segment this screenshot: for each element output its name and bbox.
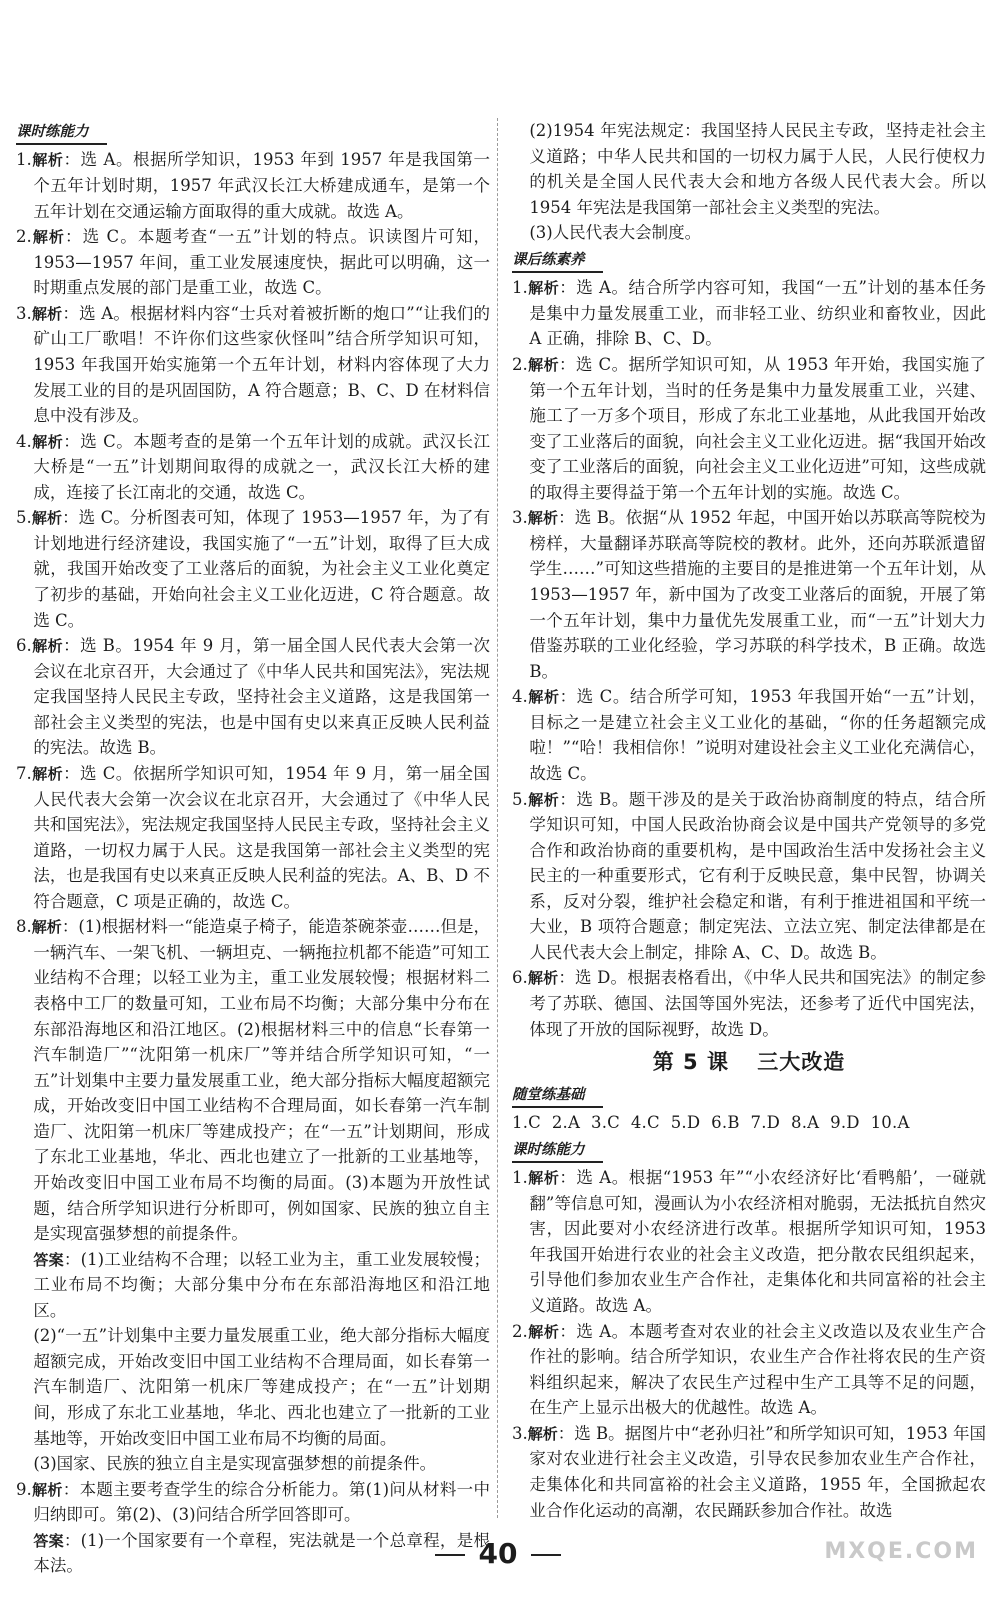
item-text: ：选 B。1954 年 9 月，第一届全国人民代表大会第一次会议在北京召开，大会通过了《中华人民共和国宪法》，宪法规定我国坚持人民民主专政，坚持社会主义道路，这是我国第一部社会主义类型的宪法，也是中国有史以来真正反映人民利益的宪法。故选 B。 [33,636,490,758]
item-tag: 解析 [31,637,64,656]
item-number: 7. [16,763,32,783]
answer-item [16,147,490,224]
answer-item [512,1165,986,1318]
section-title-in-class: 随堂练基础 [512,1084,603,1108]
item-number: 9. [16,1479,32,1499]
item-tag: 解析 [31,509,63,528]
item-tag: 解析 [527,790,560,809]
section-title-after-class: 课后练素养 [512,249,603,273]
answer-item [16,1247,490,1324]
item-number: 3. [512,1423,528,1443]
item-tag: 答案 [33,1531,64,1550]
item-number: 4. [512,687,528,707]
item-text: ：选 B。题干涉及的是关于政治协商制度的特点，结合所学知识可知，中国人民政治协商会议是中国共产党领导的多党合作和政治协商的重要机构，是中国政治生活中发扬社会主义民主的一种重要形式，它有利于反映民意，集中民智，协调关系，反对分裂，维护社会稳定和谐，有利于推进祖国和平统一大业，B 项符合题意；制定宪法、立法立宪、制定法律都是在人民代表大会上制定，排除 A、C、D。故选 B。 [529,789,986,962]
answer-item [16,914,490,1246]
item-text: ：选 C。分析图表可知，体现了 1953—1957 年，为了有计划地进行经济建设，我国实施了“一五”计划，取得了巨大成就，我国开始改变了工业落后的面貌，为社会主义工业化奠定了初步的基础，开始向社会主义工业化迈进，C 符合题意。故选 C。 [33,508,490,630]
item-number: 6. [512,968,528,988]
item-tag: 解析 [31,228,66,247]
section-title-ability: 课时练能力 [512,1139,603,1163]
item-text: ：选 B。据图片中“老孙归社”和所学知识可知，1953 年国家对农业进行社会主义改造，引导农民参加农业生产合作社，走集体化和共同富裕的社会主义道路，1955 年，全国掀起农业合作化运动的高潮，农民踊跃参加合作社。故选 [529,1423,986,1520]
right-items-after-class [512,275,986,1042]
answer-item [16,1323,490,1451]
item-number: 3. [512,508,528,528]
right-top-items [512,118,986,246]
page-number: 40 [478,1537,518,1570]
item-text: (2)1954 年宪法规定：我国坚持人民民主专政，坚持走社会主义道路；中华人民共和国的一切权力属于人民，人民行使权力的机关是全国人民代表大会和地方各级人民代表大会。所以 1954 年宪法是我国第一部社会主义类型的宪法。 [529,121,986,217]
item-text: ：本题主要考查学生的综合分析能力。第(1)问从材料一中归纳即可。第(2)、(3)问结合所学回答即可。 [33,1479,490,1525]
item-number: 1. [16,150,32,170]
quick-answers: 1.C 2.A 3.C 4.C 5.D 6.B 7.D 8.A 9.D 10.A [512,1113,910,1133]
answer-item [512,352,986,505]
item-text: ：选 A。根据“1953 年”“小农经济好比‘看鸭船’，一碰就翻”等信息可知，漫画认为小农经济相对脆弱，无法抵抗自然灾害，因此要对小农经济进行改革。根据所学知识可知，1953 年我国开始进行农业的社会主义改造，把分散农民组织起来，引导他们参加农业生产合作社，走集体化和共同富裕的社会主义道路。故选 A。 [529,1168,986,1316]
lesson-name: 三大改造 [757,1050,846,1075]
item-tag: 解析 [31,432,64,451]
answer-item [16,633,490,761]
answer-item [16,224,490,301]
item-number: 4. [16,431,32,451]
right-column [512,118,986,1523]
right-items-ability [512,1165,986,1523]
watermark-logo: MXQE.COM [824,1539,978,1564]
answer-item [16,761,490,914]
item-text: ：选 A。结合所学内容可知，我国“一五”计划的基本任务是集中力量发展重工业，而非轻工业、纺织业和畜牧业，因此 A 正确，排除 B、C、D。 [529,278,986,349]
section-title-left: 课时练能力 [16,121,107,145]
item-tag: 解析 [31,918,62,937]
item-tag: 解析 [527,969,559,988]
item-text: ：选 A。本题考查对农业的社会主义改造以及农业生产合作社的影响。结合所学知识，农业生产合作社将农民的生产资料组织起来，解决了农民生产过程中生产工具等不足的问题，在生产上显示出极大的优越性。故选 A。 [529,1321,986,1418]
item-tag: 解析 [31,764,64,783]
item-number: 2. [512,354,528,374]
item-text: (2)“一五”计划集中主要力量发展重工业，绝大部分指标大幅度超额完成，开始改变旧中国工业结构不合理局面，如长春第一汽车制造厂、沈阳第一机床厂等建成投产；在“一五”计划期间，形成了东北工业基地，华北、西北也建立了一批新的工业基地等，开始改变旧中国工业布局不均衡的局面。 [33,1326,490,1448]
item-text: ：(1)根据材料一“能造桌子椅子，能造茶碗茶壶……但是，一辆汽车、一架飞机、一辆坦克、一辆拖拉机都不能造”可知工业结构不合理；以轻工业为主，重工业发展较慢；根据材料二表格中工厂的数量可知，工业布局不均衡；大部分集中分布在东部沿海地区和沿江地区。(2)根据材料三中的信息“长春第一汽车制造厂”“沈阳第一机床厂”等并结合所学知识可知，“一五”计划集中主要力量发展重工业，绝大部分指标大幅度超额完成，开始改变旧中国工业结构不合理局面，如长春第一汽车制造厂、沈阳第一机床厂等建成投产；在“一五”计划期间，形成了东北工业基地，华北、西北也建立了一批新的工业基地等，开始改变旧中国工业布局不均衡的局面。(3)本题为开放性试题，结合所学知识进行分析即可，例如国家、民族的独立自主是实现富强梦想的前提条件。 [33,917,490,1244]
answer-item [16,1451,490,1477]
item-number: 3. [16,303,32,323]
item-text: (3)国家、民族的独立自主是实现富强梦想的前提条件。 [33,1454,437,1474]
item-text: ：(1)一个国家要有一个章程，宪法就是一个总章程，是根本法。 [33,1530,490,1576]
footer-dash-left [435,1554,465,1556]
item-number: 5. [512,789,528,809]
item-tag: 解析 [527,1322,560,1341]
item-number: 5. [16,508,32,528]
item-number: 1. [512,1168,528,1188]
item-text: ：选 C。结合所学可知，1953 年我国开始“一五”计划，目标之一是建立社会主义工业化的基础，“你的任务超额完成啦！”“哈！我相信你！”说明对建设社会主义工业化充满信心，故选 C。 [529,687,986,783]
item-text: ：选 C。据所学知识可知，从 1953 年开始，我国实施了第一个五年计划，当时的任务是集中力量发展重工业，兴建、施工了一万多个项目，形成了东北工业基地，从此我国开始改变了工业落后的面貌，向社会主义工业化迈进。据“我国开始改变了工业落后的面貌，向社会主义工业化迈进”可知，这些成就的取得主要得益于第一个五年计划的实施。故选 C。 [529,354,986,502]
item-tag: 解析 [31,1480,63,1499]
item-tag: 解析 [31,151,64,170]
item-number: 1. [512,278,528,298]
answer-item [512,118,986,220]
answer-item [512,965,986,1042]
answer-item [512,220,986,246]
item-tag: 解析 [527,509,559,528]
answer-item [16,505,490,633]
answer-item [512,1319,986,1421]
item-text: ：选 D。根据表格看出，《中华人民共和国宪法》的制定参考了苏联、德国、法国等国外宪法，还参考了近代中国宪法，体现了开放的国际视野，故选 D。 [529,968,986,1039]
item-tag: 解析 [527,1424,558,1443]
lesson-title [512,1046,986,1079]
item-tag: 解析 [527,279,560,298]
item-number: 2. [512,1321,528,1341]
answer-item [512,505,986,684]
item-text: ：选 C。本题考查的是第一个五年计划的成就。武汉长江大桥是“一五”计划期间取得的成就之一，武汉长江大桥的建成，连接了长江南北的交通，故选 C。 [33,431,490,502]
item-text: ：选 A。根据所学知识，1953 年到 1957 年是我国第一个五年计划时期，1957 年武汉长江大桥建成通车，是第一个五年计划在交通运输方面取得的重大成就。故选 A。 [33,150,490,221]
answer-item [16,1477,490,1528]
item-tag: 答案 [33,1250,64,1269]
left-items [16,147,490,1579]
answer-item [16,429,490,506]
column-divider [497,118,498,1518]
item-text: (3)人民代表大会制度。 [529,223,702,243]
item-tag: 解析 [527,688,560,707]
answer-item [512,787,986,966]
item-tag: 解析 [527,355,560,374]
footer-dash-right [531,1554,561,1556]
lesson-number: 第 5 课 [652,1050,729,1075]
item-tag: 解析 [31,304,63,323]
item-text: ：选 B。依据“从 1952 年起，中国开始以苏联高等院校为榜样，大量翻译苏联高等院校的教材。此外，还向苏联派遣留学生……”可知这些措施的主要目的是推进第一个五年计划，从 1953—1957 年，新中国为了改变工业落后的面貌，开展了第一个五年计划，集中力量优先发展重工业，而“一五”计划大力借鉴苏联的工业化经验，学习苏联的科学技术，B 正确。故选 B。 [529,508,986,681]
item-text: ：(1)工业结构不合理；以轻工业为主，重工业发展较慢；工业布局不均衡；大部分集中分布在东部沿海地区和沿江地区。 [33,1249,490,1320]
item-number: 6. [16,636,32,656]
item-number: 2. [16,227,32,247]
item-text: ：选 C。依据所学知识可知，1954 年 9 月，第一届全国人民代表大会第一次会议在北京召开，大会通过了《中华人民共和国宪法》，宪法规定我国坚持人民民主专政，坚持社会主义道路，一切权力属于人民。这是我国第一部社会主义类型的宪法，也是我国有史以来真正反映人民利益的宪法。A、B、D 不符合题意，C 项是正确的，故选 C。 [33,763,490,911]
item-number: 8. [16,917,32,937]
answer-item [512,275,986,352]
item-text: ：选 A。根据材料内容“士兵对着被折断的炮口”“让我们的矿山工厂歌唱！不许你们这些家伙怪叫”结合所学知识可知，1953 年我国开始实施第一个五年计划，材料内容体现了大力发展工业的目的是巩固国防，A 符合题意；B、C、D 在材料信息中没有涉及。 [33,303,490,426]
answer-item [16,301,490,429]
answer-item [512,684,986,786]
answer-item [512,1421,986,1523]
item-tag: 解析 [527,1169,560,1188]
item-text: ：选 C。本题考查“一五”计划的特点。识读图片可知，1953—1957 年间，重工业发展速度快，据此可以明确，这一时期重点发展的部门是重工业，故选 C。 [33,227,490,298]
left-column [16,118,490,1579]
